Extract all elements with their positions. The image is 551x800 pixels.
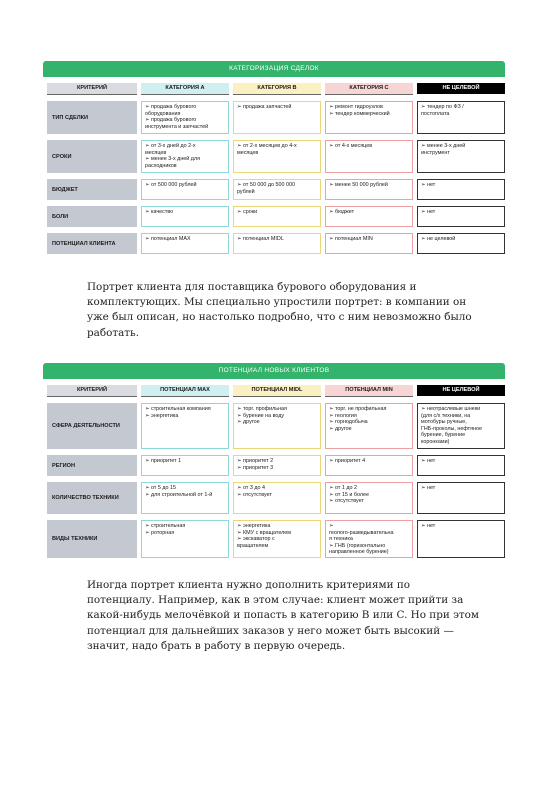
table-cell — [325, 206, 413, 227]
column-header-category-a: КАТЕГОРИЯ A — [141, 83, 229, 95]
column-header-category-c: КАТЕГОРИЯ C — [325, 83, 413, 95]
cell-line: ➢ роторная — [145, 529, 175, 536]
table-grid — [43, 379, 505, 562]
cell-line: ➢ от 50 000 до 500 000 — [237, 182, 295, 188]
row-label: ПОТЕНЦИАЛ КЛИЕНТА — [47, 233, 137, 254]
paragraph-line: Портрет клиента для поставщика бурового оборудования и — [87, 281, 417, 293]
table-cell — [417, 233, 505, 254]
table-cell — [233, 179, 321, 200]
table-cell — [325, 179, 413, 200]
cell-line: ➢ бюджет — [329, 209, 355, 215]
paragraph-line: комплектующих. Мы специально упростили портрет: в компании он — [87, 296, 467, 309]
table-cell — [417, 403, 505, 449]
cell-line: ➢ нет — [421, 209, 436, 215]
cell-line: ➢ отсутствует — [237, 491, 272, 498]
cell-line: ➢ продажа запчастей — [237, 104, 292, 110]
cell-line: ➢ горнодобыча — [329, 419, 368, 426]
cell-line: ➢ приоритет 4 — [329, 458, 366, 464]
table-cell — [417, 101, 505, 134]
table-cell — [325, 233, 413, 254]
table-cell — [141, 455, 229, 476]
cell-line: ➢ другое — [329, 425, 352, 432]
cell-line: ➢ нет — [421, 182, 436, 188]
cell-line: ➢ строительная — [145, 523, 186, 529]
paragraph-line: работать. — [87, 326, 140, 339]
cell-line: ➢ другое — [237, 419, 260, 426]
cell-line: ➢ потенциал MIDL — [237, 236, 284, 242]
table-cell — [325, 403, 413, 449]
column-header-not-target: НЕ ЦЕЛЕВОЙ — [417, 83, 505, 94]
paragraph-client-portrait — [87, 280, 477, 341]
paragraph-line: значит, надо брать в работу в первую очередь. — [87, 639, 346, 652]
cell-line: ➢ от 3 до 4 — [237, 485, 265, 491]
cell-line: ➢ менее 3-х дней — [421, 143, 466, 149]
column-header-criterion: КРИТЕРИЙ — [47, 83, 137, 95]
column-header-potential-max: ПОТЕНЦИАЛ MAX — [141, 385, 229, 397]
table-cell — [325, 101, 413, 134]
cell-line: ➢ неотраслевые шнеки — [421, 406, 481, 412]
table-cell — [417, 482, 505, 514]
cell-line: вращателем — [237, 542, 269, 549]
column-header-potential-min: ПОТЕНЦИАЛ MIN — [325, 385, 413, 397]
row-label: КОЛИЧЕСТВО ТЕХНИКИ — [47, 482, 137, 514]
cell-line: коронками) — [421, 438, 450, 445]
deal-categorization-table — [43, 61, 505, 258]
cell-line: ➢ менее 3-х дней для — [145, 156, 201, 163]
cell-line: ➢ бурение на воду — [237, 412, 285, 419]
cell-line: расходников — [145, 162, 177, 169]
cell-line: ➢ тендер коммерческий — [329, 110, 390, 117]
row-label: ВИДЫ ТЕХНИКИ — [47, 520, 137, 558]
table-cell — [233, 233, 321, 254]
cell-line: оборудования — [145, 110, 181, 117]
cell-line: ➢ продажа бурового — [145, 104, 197, 110]
table-title: КАТЕГОРИЗАЦИЯ СДЕЛОК — [43, 61, 505, 77]
table-cell — [233, 403, 321, 449]
table-cell — [417, 206, 505, 227]
cell-line: ➢ геология — [329, 412, 357, 419]
row-label: БЮДЖЕТ — [47, 179, 137, 200]
row-label: БОЛИ — [47, 206, 137, 227]
cell-line: ➢ приоритет 3 — [237, 464, 274, 471]
cell-line: геолого-разведывательна — [329, 529, 394, 536]
cell-line: ➢ потенциал MIN — [329, 236, 373, 242]
paragraph-potential-note — [87, 578, 480, 654]
table-cell — [417, 455, 505, 476]
paragraph-line: потенциалу. Например, как в этом случае: клиент может прийти за — [87, 594, 464, 607]
cell-line: бурение, бурение — [421, 432, 466, 439]
table-grid — [43, 77, 505, 258]
cell-line: ➢ — [329, 523, 334, 529]
cell-line: мотобуры ручные, — [421, 419, 467, 426]
cell-line: ➢ не целевой — [421, 236, 456, 242]
cell-line: рублей — [237, 188, 255, 195]
cell-line: ➢ ремонт гидроузлов — [329, 104, 383, 110]
table-cell — [233, 101, 321, 134]
table-cell — [417, 520, 505, 558]
cell-line: ➢ качество — [145, 209, 174, 215]
cell-line: ➢ энергетика — [237, 523, 271, 529]
table-title: ПОТЕНЦИАЛ НОВЫХ КЛИЕНТОВ — [43, 363, 505, 379]
cell-line: ➢ приоритет 1 — [145, 458, 182, 464]
table-cell — [325, 520, 413, 558]
table-cell — [141, 520, 229, 558]
row-label: СРОКИ — [47, 140, 137, 173]
table-cell — [233, 455, 321, 476]
cell-line: ➢ энергетика — [145, 412, 179, 419]
cell-line: ГНБ-проколы, нефтяное — [421, 425, 483, 432]
cell-line: ➢ строительная компания — [145, 406, 211, 412]
row-label: ТИП СДЕЛКИ — [47, 101, 137, 134]
column-header-category-b: КАТЕГОРИЯ B — [233, 83, 321, 95]
cell-line: ➢ потенциал MAX — [145, 236, 191, 242]
cell-line: я техника — [329, 536, 353, 543]
paragraph-line: уже был описан, но настолько подробно, что с ним невозможно было — [87, 311, 472, 324]
column-header-criterion: КРИТЕРИЙ — [47, 385, 137, 397]
cell-line: месяцев — [237, 149, 259, 156]
cell-line: ➢ от 4-х месяцев — [329, 143, 373, 149]
cell-line: ➢ отсутствует — [329, 498, 364, 505]
cell-line: ➢ сроки — [237, 209, 258, 215]
cell-line: ➢ от 3-х дней до 2-х — [145, 143, 196, 149]
table-cell — [233, 482, 321, 514]
cell-line: ➢ для строительной от 1-й — [145, 491, 213, 498]
cell-line: ➢ нет — [421, 485, 436, 491]
row-label: СФЕРА ДЕЯТЕЛЬНОСТИ — [47, 403, 137, 449]
cell-line: ➢ КМУ с вращателем — [237, 529, 292, 536]
table-cell — [141, 179, 229, 200]
table-cell — [325, 482, 413, 514]
cell-line: ➢ от 15 и более — [329, 491, 369, 498]
cell-line: ➢ приоритет 2 — [237, 458, 274, 464]
table-cell — [417, 179, 505, 200]
table-cell — [233, 206, 321, 227]
table-cell — [141, 140, 229, 173]
paragraph-line: Иногда портрет клиента нужно дополнить критериями по — [87, 579, 411, 591]
cell-line: месяцев — [145, 149, 167, 156]
table-cell — [233, 520, 321, 558]
column-header-potential-midl: ПОТЕНЦИАЛ MIDL — [233, 385, 321, 397]
cell-line: направленное бурение) — [329, 549, 389, 556]
cell-line: ➢ экскаватор с — [237, 536, 275, 543]
table-cell — [233, 140, 321, 173]
cell-line: (для с/х техники, на — [421, 412, 471, 419]
cell-line: постоплата — [421, 110, 450, 117]
table-cell — [417, 140, 505, 173]
table-cell — [325, 140, 413, 173]
cell-line: инструмент — [421, 149, 450, 156]
cell-line: ➢ от 1 до 2 — [329, 485, 357, 491]
cell-line: ➢ торг. не профильная — [329, 406, 387, 412]
row-label: РЕГИОН — [47, 455, 137, 476]
table-cell — [141, 482, 229, 514]
table-cell — [325, 455, 413, 476]
cell-line: ➢ от 2-х месяцев до 4-х — [237, 143, 297, 149]
table-cell — [141, 101, 229, 134]
cell-line: ➢ продажа бурового — [145, 117, 197, 124]
cell-line: ➢ тендер по ФЗ / — [421, 104, 464, 110]
cell-line: ➢ нет — [421, 458, 436, 464]
cell-line: инструмента и запчастей — [145, 123, 209, 130]
table-cell — [141, 206, 229, 227]
table-cell — [141, 403, 229, 449]
table-cell — [141, 233, 229, 254]
cell-line: ➢ нет — [421, 523, 436, 529]
column-header-not-target: НЕ ЦЕЛЕВОЙ — [417, 385, 505, 396]
cell-line: ➢ ГНБ (горизонтально — [329, 542, 386, 549]
paragraph-line: потенциал для дальнейших заказов у него может быть высокий — — [87, 624, 454, 637]
paragraph-line: какой-нибудь мелочёвкой и попасть в категорию B или C. Но при этом — [87, 609, 480, 622]
new-clients-potential-table — [43, 363, 505, 562]
cell-line: ➢ от 500 000 рублей — [145, 182, 197, 188]
cell-line: ➢ от 5 до 15 — [145, 485, 176, 491]
cell-line: ➢ менее 50 000 рублей — [329, 182, 388, 188]
cell-line: ➢ торг. профильная — [237, 406, 287, 412]
